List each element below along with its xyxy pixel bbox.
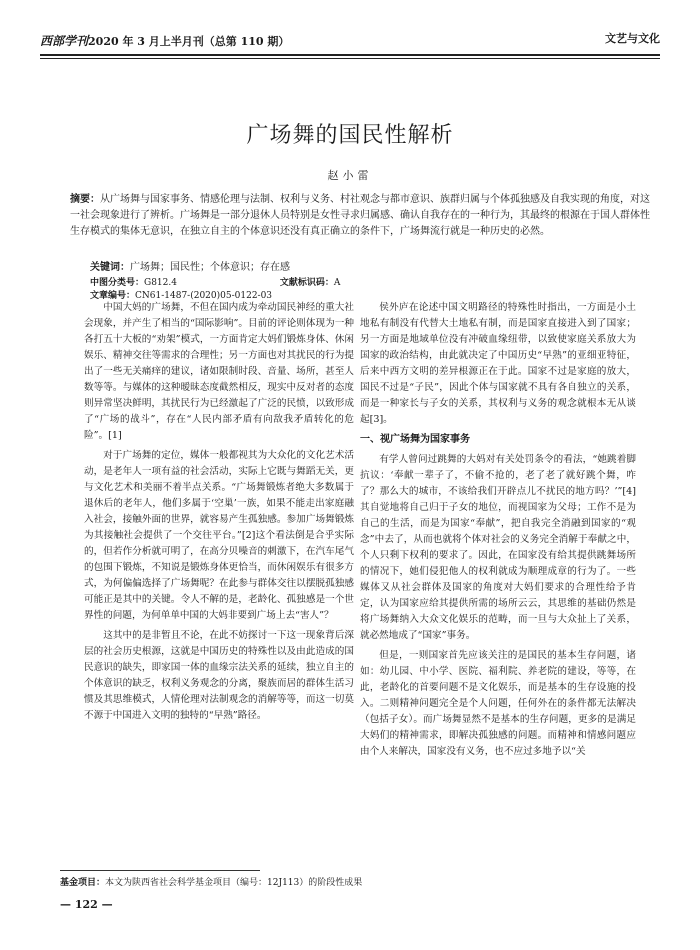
keywords-text: 广场舞；国民性；个体意识；存在感 xyxy=(130,262,290,273)
clc-code xyxy=(90,275,227,288)
section-heading: 一、视广场舞为国家事务 xyxy=(360,434,470,445)
abstract xyxy=(70,192,650,240)
clc-value: G812.4 xyxy=(144,278,177,288)
right-column xyxy=(360,300,636,764)
fund-label: 基金项目： xyxy=(60,878,106,888)
keywords xyxy=(90,258,290,273)
body-paragraph: 中国大妈的广场舞，不但在国内成为牵动国民神经的重大社会现象，并产生了相当的“国际影响”。目前的评论则体现为一种各打五十大板的“劝架”模式，一方面肯定大妈们锻炼身体、休闲娱乐、精神交往等需求的合理性；另一方面也对其扰民的行为提出了一些无关痛痒的建议，诸如限制时段、音量、场所，甚至人数等等。与媒体的这种暧昧态度截然相反，现实中反对者的态度则异常坚决鲜明，其扰民行为已经激起了广泛的民愤，以致形成了“广场的战斗”，存在“人民内部矛盾有向敌我矛盾转化的危险”。[1] xyxy=(84,302,354,441)
article-author: 赵小雷 xyxy=(327,169,373,182)
abstract-label: 摘要： xyxy=(70,194,100,205)
clc-label: 中图分类号： xyxy=(90,278,145,288)
header-divider xyxy=(40,54,660,56)
doc-code-label: 文献标识码： xyxy=(279,278,334,288)
article-no-value: CN61-1487-(2020)05-0122-03 xyxy=(135,291,273,301)
abstract-text: 从广场舞与国家事务、情感伦理与法制、权利与义务、村社观念与都市意识、族群归属与个体孤独感及自我实现的角度，对这一社会现象进行了辨析。广场舞是一部分退休人员特别是女性寻求归属感、确认自我存在的一种行为，其最终的根源在于国人群体性生存模式的集体无意识，在独立自主的个体意识还没有真正确立的条件下，广场舞流行就是一种历史的必然。 xyxy=(70,194,650,237)
article-title: 广场舞的国民性解析 xyxy=(246,123,454,148)
header-divider-thin xyxy=(40,58,660,59)
body-paragraph: 有学人曾问过跳舞的大妈对有关处罚条令的看法，“她跳着脚抗议：‘奉献一辈子了，不偷不抢的，老了老了就好跳个舞，咋了？那么大的城市，不该给我们开辟点儿不扰民的地方吗？’”[4]其自觉地将自己归于子女的地位，而视国家为父母；工作不是为自己的生活，而是为国家“奉献”，把自我完全消融到国家的“观念”中去了，从而也就将个体对社会的义务完全消解于奉献之中，个人只剩下权利的要求了。因此，在国家没有给其提供跳舞场所的情况下，她们侵犯他人的权利就成为顺理成章的行为了。一些媒体又从社会群体及国家的角度对大妈们要求的合理性给予肯定，认为国家应给其提供所需的场所云云，其思维的基础仍然是将广场舞纳入大众文化娱乐的范畴，而一旦与大众扯上了关系，就必然地成了“国家”事务。 xyxy=(360,454,636,641)
article-metadata xyxy=(90,275,650,301)
doc-code-value: A xyxy=(333,278,341,288)
article-no-label: 文章编号： xyxy=(90,291,136,301)
running-header xyxy=(40,28,660,54)
body-paragraph: 但是，一则国家首先应该关注的是国民的基本生存问题，诸如：幼儿园、中小学、医院、福利院、养老院的建设，等等，在此，老龄化的首要问题不是文化娱乐，而是基本的生存设施的投入。二则精神问题完全是个人问题，任何外在的条件都无法解决（包括子女）。而广场舞显然不是基本的生存问题，更多的是满足大妈们的精神需求，即解决孤独感的问题。而精神和情感问题应由个人来解决，国家没有义务，也不应过多地予以“关 xyxy=(360,650,636,757)
journal-logo: 西部学刊 xyxy=(40,34,89,48)
body-paragraph: 对于广场舞的定位，媒体一般都视其为大众化的文化艺术活动，是老年人一项有益的社会活动，实际上它既与舞蹈无关，更与文化艺术和美丽不着半点关系。“广场舞锻炼者绝大多数属于退休后的老年人，他们多属于‘空巢’一族，如果不能走出家庭融入社会，接触外面的世界，就容易产生孤独感。参加广场舞锻炼为其接触社会提供了一个交往平台。”[2]这个看法倒是合乎实际的，但若作分析就可明了，在高分贝噪音的刺激下，在汽车尾气的包围下锻炼，不知说是锻炼身体更恰当，而休闲娱乐有很多方式，为何偏偏选择了广场舞呢？在此参与群体交往以摆脱孤独感可能正是其中的关键。令人不解的是，老龄化、孤独感是一个世界性的问题，为何单单中国的大妈非要到广场上去“害人”？ xyxy=(84,450,354,621)
issue-info: 2020 年 3 月上半月刊（总第 110 期） xyxy=(88,35,290,48)
fund-text: 本文为陕西省社会科学基金项目（编号：12J113）的阶段性成果 xyxy=(105,878,363,888)
footnote-divider xyxy=(60,870,260,871)
keywords-label: 关键词： xyxy=(90,262,130,273)
page-number: — 122 — xyxy=(60,898,113,911)
left-column xyxy=(84,300,354,728)
body-paragraph: 这其中的是非暂且不论，在此不妨探讨一下这一现象背后深层的社会历史根源，这就是中国历史的特殊性以及由此造成的国民意识的缺失，即家国一体的血缘宗法关系的延续，独立自主的个体意识的缺乏，权利义务观念的分离，聚族而居的群体生活习惯及其思维模式，人情伦理对法制观念的消解等等，而这一切莫不源于中国进入文明的独特的“早熟”路径。 xyxy=(84,630,354,721)
section-name: 文艺与文化 xyxy=(605,32,660,45)
body-paragraph: 侯外庐在论述中国文明路径的特殊性时指出，一方面是小土地私有制没有代替大土地私有制，而是国家直接进入到了国家；另一方面是地域单位没有冲破血缘纽带，以致使家庭关系放大为国家的政治结构，由此就决定了中国历史“早熟”的亚细亚特征，后来中西方文明的差异根源正在于此。国家不过是家庭的放大，国民不过是“子民”，因此个体与国家就不具有各自独立的关系，而是一种家长与子女的关系，其权利与义务的观念就根本无从谈起[3]。 xyxy=(360,302,636,425)
fund-note xyxy=(60,875,362,888)
journal-info xyxy=(40,32,289,49)
doc-code xyxy=(280,275,391,288)
